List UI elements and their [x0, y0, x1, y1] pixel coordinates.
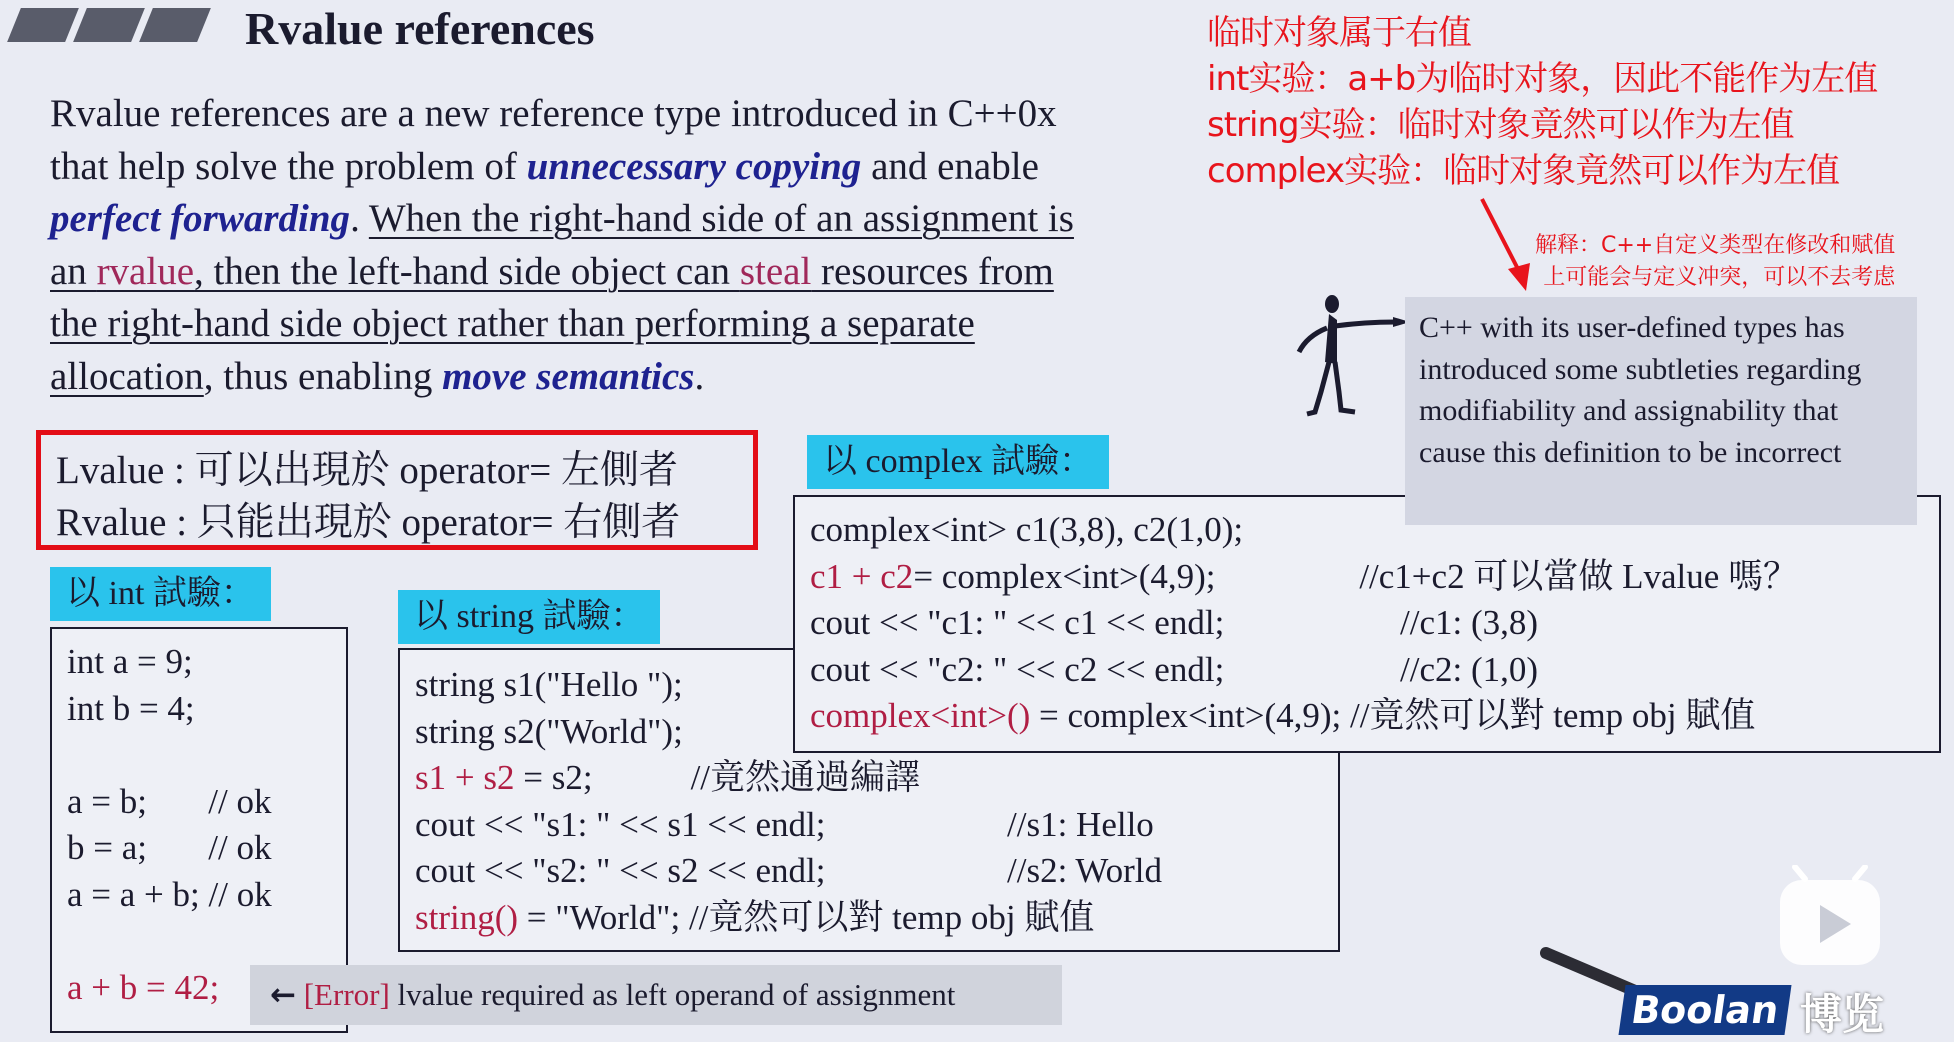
code-line-error: a + b = 42; — [67, 967, 220, 1007]
pointing-figure-icon — [1285, 292, 1415, 422]
left-arrow-icon: ← — [270, 977, 296, 1013]
annotation-note: 解释：C++自定义类型在修改和赋值 — [1535, 233, 1896, 258]
title-bar-decoration — [7, 8, 79, 42]
paragraph-line: perfect forwarding. When the right-hand side of an assignment is — [50, 197, 1074, 240]
boolan-logo-cn: 博览 — [1800, 990, 1885, 1039]
boolan-logo: Boolan — [1618, 985, 1791, 1035]
string-test-heading: 以 string 試驗： — [398, 590, 660, 644]
quote-text: C++ with its user-defined types has introduced some subtleties regarding modifiability and assignability that cause this definition to be incorrect — [1419, 311, 1862, 469]
title-bar-decoration — [139, 8, 211, 42]
slide-title: Rvalue references — [245, 3, 595, 54]
code-line: s1 + s2 = s2; //竟然通過編譯 — [415, 758, 921, 797]
emphasis-perfect-forwarding: perfect forwarding — [50, 197, 351, 240]
code-line: complex<int> c1(3,8), c2(1,0); — [810, 510, 1244, 549]
error-label: [Error] — [303, 977, 390, 1012]
play-icon — [1775, 865, 1885, 975]
code-line: cout << "s2: " << s2 << endl; //s2: World — [415, 851, 1163, 890]
paragraph-line: Rvalue references are a new reference type introduced in C++0x — [50, 92, 1057, 135]
emphasis-move-semantics: move semantics — [442, 354, 695, 398]
intro-paragraph — [50, 88, 1210, 403]
code-line: cout << "c1: " << c1 << endl; //c1: (3,8) — [810, 603, 1539, 642]
rvalue-definition: Rvalue : 只能出現於 operator= 右側者 — [56, 501, 681, 544]
title-bar-decoration — [73, 8, 145, 42]
error-text: lvalue required as left operand of assignment — [389, 977, 956, 1012]
annotation-note: 上可能会与定义冲突，可以不去考虑 — [1543, 265, 1896, 290]
complex-test-code — [793, 495, 1941, 753]
code-line: cout << "c2: " << c2 << endl; //c2: (1,0) — [810, 649, 1539, 689]
annotation-line: 临时对象属于右值 — [1207, 13, 1471, 53]
code-line: int b = 4; — [67, 688, 195, 728]
paragraph-line: the right-hand side object rather than performing a separate — [50, 302, 975, 345]
compile-error-message — [250, 965, 1062, 1025]
code-line: string s2("World"); — [415, 711, 683, 751]
complex-test-heading: 以 complex 試驗： — [807, 435, 1109, 489]
annotation-arrow-icon — [1470, 195, 1540, 295]
annotation-notes — [1207, 10, 1877, 194]
lvalue-rvalue-definitions — [36, 430, 758, 550]
paragraph-line: allocation, thus enabling move semantics. — [50, 354, 705, 398]
lvalue-definition: Lvalue : 可以出現於 operator= 左側者 — [56, 449, 679, 492]
annotation-line: string实验：临时对象竟然可以作为左值 — [1207, 105, 1794, 145]
int-test-heading: 以 int 試驗： — [50, 567, 271, 621]
paragraph-line: an rvalue, then the left-hand side object can steal resources from — [50, 249, 1054, 293]
code-line: c1 + c2= complex<int>(4,9); //c1+c2 可以當做 Lvalue 嗎？ — [810, 556, 1798, 596]
code-line: a = b; // ok — [67, 781, 272, 821]
code-line: string s1("Hello "); — [415, 665, 683, 704]
annotation-line: complex实验：临时对象竟然可以作为左值 — [1207, 151, 1840, 191]
code-line: int a = 9; — [67, 642, 193, 681]
emphasis-unnecessary-copying: unnecessary copying — [526, 144, 862, 188]
code-line: complex<int>() = complex<int>(4,9); //竟然可以對 temp obj 賦值 — [810, 696, 1756, 735]
paragraph-line: that help solve the problem of unnecessary copying and enable — [50, 144, 1039, 188]
code-line: b = a; // ok — [67, 828, 272, 867]
code-line: string() = "World"; //竟然可以對 temp obj 賦值 — [415, 897, 1095, 937]
code-line: a = a + b; // ok — [67, 874, 272, 914]
quote-box-overlay — [1405, 297, 1917, 525]
code-line: cout << "s1: " << s1 << endl; //s1: Hello — [415, 804, 1154, 844]
annotation-line: int实验：a+b为临时对象，因此不能作为左值 — [1207, 59, 1878, 99]
annotation-explanation — [1535, 230, 1895, 294]
